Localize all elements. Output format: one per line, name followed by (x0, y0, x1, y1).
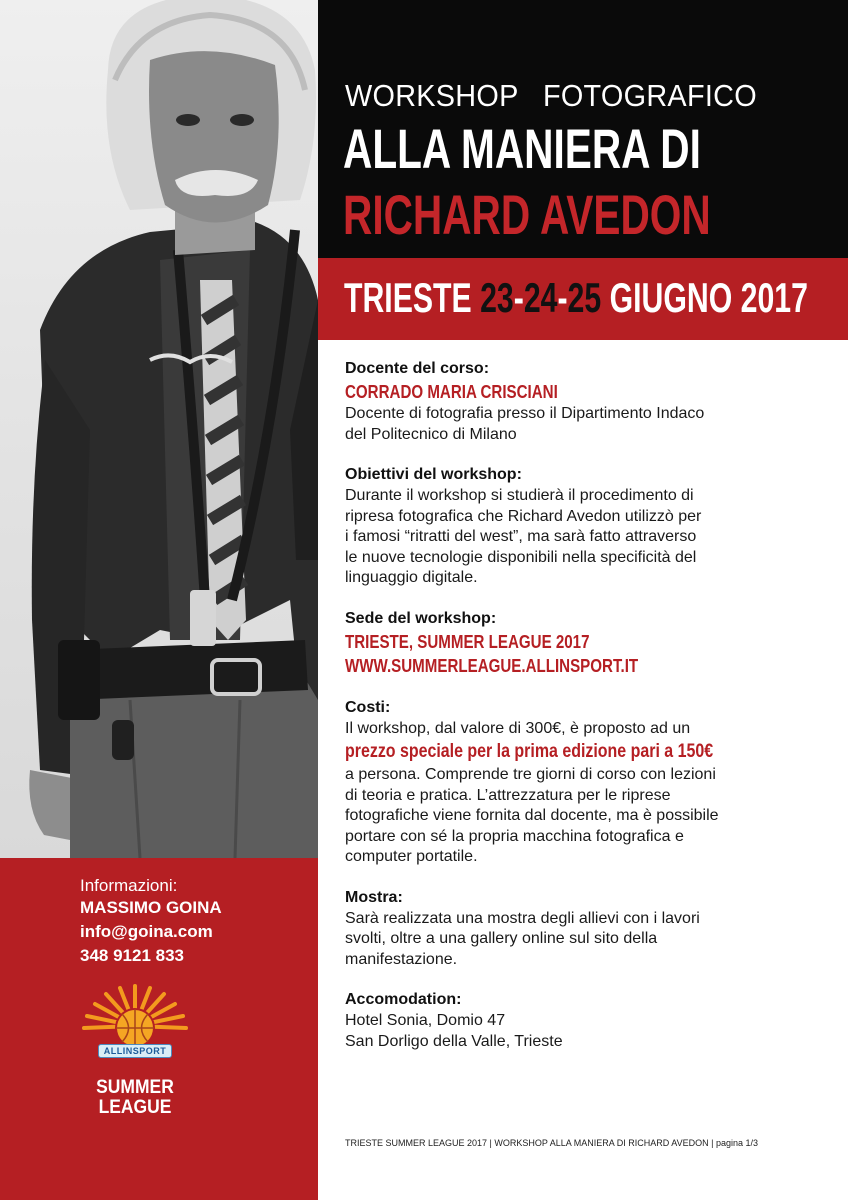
date-day-3: 25 (567, 274, 602, 321)
heading-obiettivi: Obiettivi del workshop: (345, 466, 522, 483)
section-accomodation (345, 989, 825, 1052)
heading-accomodation: Accomodation: (345, 991, 462, 1008)
logo-word-summer: SUMMER (96, 1077, 174, 1098)
date-month-year: GIUGNO 2017 (609, 274, 808, 321)
contact-email[interactable]: info@goina.com (80, 922, 213, 941)
docente-line: Docente di fotografia presso il Dipartimento Indaco (345, 405, 705, 422)
costi-line: di teoria e pratica. L’attrezzatura per le riprese (345, 786, 671, 804)
summer-league-logo (78, 982, 192, 1122)
costi-line: fotografiche viene fornita dal docente, ma è possibile (345, 807, 719, 824)
page-footer: TRIESTE SUMMER LEAGUE 2017 | WORKSHOP ALLA MANIERA DI RICHARD AVEDON | pagina 1/3 (345, 1138, 758, 1148)
costi-line: computer portatile. (345, 848, 478, 865)
heading-sede: Sede del workshop: (345, 609, 497, 627)
title-line-workshop: WORKSHOP FOTOGRAFICO (345, 78, 757, 113)
obiettivi-line: Durante il workshop si studierà il procedimento di (345, 487, 694, 504)
obiettivi-line: linguaggio digitale. (345, 569, 478, 586)
portrait-photo (0, 0, 318, 858)
sede-place: TRIESTE, SUMMER LEAGUE 2017 (345, 631, 590, 652)
sede-website-link[interactable]: WWW.SUMMERLEAGUE.ALLINSPORT.IT (345, 655, 639, 676)
title-line-alla-maniera: ALLA MANIERA DI (343, 117, 701, 180)
mostra-line: svolti, oltre a una gallery online sul sito della (345, 930, 658, 947)
logo-word-league: LEAGUE (98, 1097, 172, 1118)
logo-badge: ALLINSPORT (98, 1044, 172, 1058)
mostra-line: Sarà realizzata una mostra degli allievi con i lavori (345, 909, 700, 927)
docente-name: CORRADO MARIA CRISCIANI (345, 382, 558, 402)
contact-name: MASSIMO GOINA (80, 898, 222, 917)
mostra-line: manifestazione. (345, 950, 458, 968)
obiettivi-line: le nuove tecnologie disponibili nella specificità del (345, 548, 697, 566)
docente-line: del Politecnico di Milano (345, 425, 517, 443)
costi-line: a persona. Comprende tre giorni di corso con lezioni (345, 766, 716, 783)
date-day-2: 24 (523, 274, 558, 321)
costi-highlight: prezzo speciale per la prima edizione pari a 150€ (345, 741, 714, 762)
info-label: Informazioni: (80, 876, 178, 895)
heading-docente: Docente del corso: (345, 360, 490, 377)
section-costi (345, 697, 825, 868)
date-sep-2: - (557, 274, 568, 321)
heading-mostra: Mostra: (345, 888, 403, 906)
date-sep-1: - (513, 274, 524, 321)
heading-costi: Costi: (345, 698, 391, 716)
section-sede (345, 608, 825, 678)
costi-intro: Il workshop, dal valore di 300€, è proposto ad un (345, 719, 691, 737)
obiettivi-line: ripresa fotografica che Richard Avedon utilizzò per (345, 507, 702, 525)
accomodation-line: Hotel Sonia, Domio 47 (345, 1012, 506, 1029)
section-docente (345, 358, 825, 445)
obiettivi-line: i famosi “ritratti del west”, ma sarà fatto attraverso (345, 528, 697, 545)
event-date (344, 272, 808, 324)
section-mostra (345, 887, 825, 971)
content-body (345, 358, 825, 1071)
costi-line: portare con sé la propria macchina fotografica e (345, 827, 684, 845)
title-line-avedon: RICHARD AVEDON (343, 183, 711, 246)
sun-basketball-icon (78, 982, 192, 1048)
date-day-1: 23 (480, 274, 514, 321)
section-obiettivi (345, 464, 825, 589)
contact-phone[interactable]: 348 9121 833 (80, 946, 184, 965)
accomodation-line: San Dorligo della Valle, Trieste (345, 1032, 563, 1050)
date-city: TRIESTE (344, 274, 472, 321)
